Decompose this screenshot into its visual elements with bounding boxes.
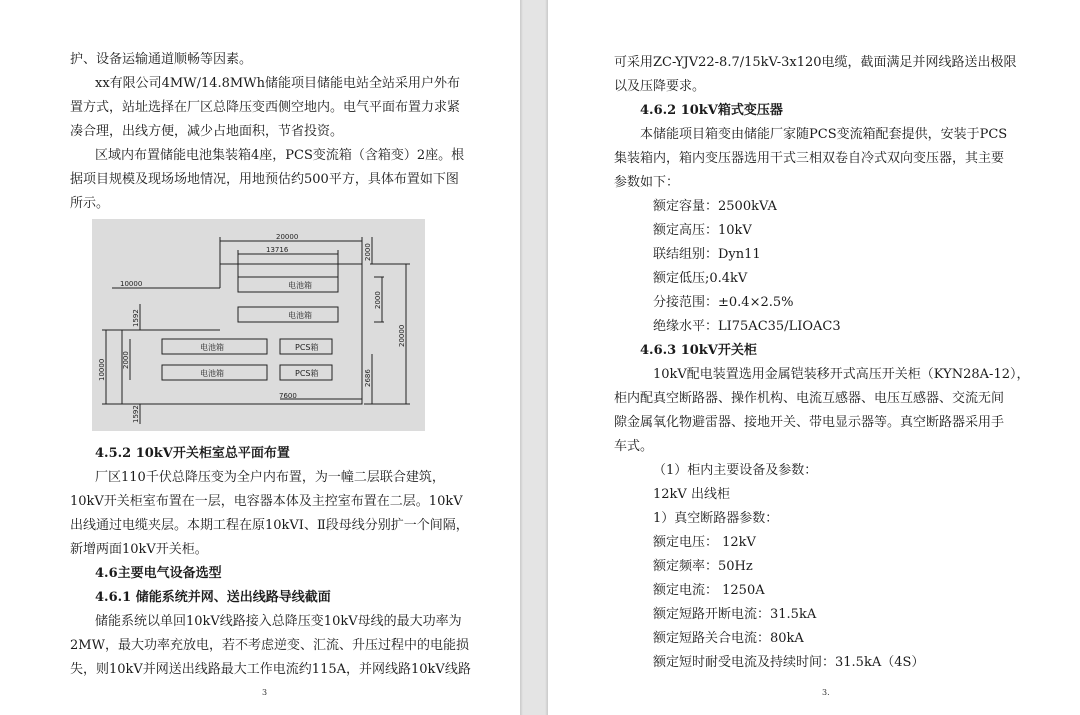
paragraph-line: 厂区110千伏总降压变为全户内布置，为一幢二层联合建筑，: [95, 470, 445, 485]
equipment-item: （1）柜内主要设备及参数：: [653, 463, 818, 478]
right-page: [548, 0, 1080, 715]
paragraph-line: 以及压降要求。: [614, 79, 706, 94]
transformer-param: 额定低压;0.4kV: [653, 271, 748, 286]
section-heading: 4.6.2 10kV箱式变压器: [640, 103, 783, 118]
layout-plan-drawing: [92, 219, 425, 431]
dimension-label: 2686: [364, 369, 372, 387]
paragraph-line: 集装箱内，箱内变压器选用干式三相双卷自冷式双向变压器，其主要: [614, 151, 1005, 166]
paragraph-line: 区域内布置储能电池集装箱4座，PCS变流箱（含箱变）2座。根: [95, 148, 465, 163]
page-number: 3: [262, 688, 268, 697]
equipment-item: 额定短路关合电流：80kA: [653, 631, 804, 646]
paragraph-line: xx有限公司4MW/14.8MWh储能项目储能电站全站采用户外布: [95, 76, 460, 91]
transformer-param: 额定高压：10kV: [653, 223, 752, 238]
equipment-item: 1）真空断路器参数：: [653, 511, 779, 526]
left-page: [0, 0, 520, 715]
dimension-label: 1592: [132, 309, 140, 327]
paragraph-line: 隙金属氧化物避雷器、接地开关、带电显示器等。真空断路器采用手: [614, 415, 1005, 430]
dimension-label: 10000: [98, 358, 106, 381]
page-number: 3.: [822, 688, 830, 697]
paragraph-line: 本储能项目箱变由储能厂家随PCS变流箱配套提供，安装于PCS: [640, 127, 1008, 142]
equipment-item: 12kV 出线柜: [653, 487, 730, 502]
battery-box-label: 电池箱: [200, 369, 224, 378]
paragraph-line: 出线通过电缆夹层。本期工程在原10kVⅠ、Ⅱ段母线分别扩一个间隔，: [70, 518, 469, 533]
dimension-label: 13716: [266, 246, 289, 254]
battery-box-label: 电池箱: [200, 343, 224, 352]
section-heading: 4.5.2 10kV开关柜室总平面布置: [95, 446, 290, 461]
paragraph-line: 据项目规模及现场场地情况，用地预估约500平方，具体布置如下图: [70, 172, 459, 187]
paragraph-line: 护、设备运输通道顺畅等因素。: [70, 52, 253, 67]
transformer-param: 联结组别：Dyn11: [653, 247, 761, 262]
layout-plan-diagram: [92, 219, 425, 431]
equipment-item: 额定频率：50Hz: [653, 559, 753, 574]
paragraph-line: 2MW，最大功率充放电，若不考虑逆变、汇流、升压过程中的电能损: [70, 638, 469, 653]
dimension-label: 10000: [120, 280, 143, 288]
paragraph-line: 失，则10kV并网送出线路最大工作电流约115A，并网线路10kV线路: [70, 662, 471, 677]
section-heading: 4.6.1 储能系统并网、送出线路导线截面: [95, 590, 331, 605]
transformer-param: 绝缘水平：LI75AC35/LIOAC3: [653, 319, 841, 334]
paragraph-line: 参数如下：: [614, 175, 680, 190]
paragraph-line: 车式。: [614, 439, 654, 454]
pcs-box-label: PCS箱: [295, 343, 319, 352]
paragraph-line: 所示。: [70, 196, 110, 211]
paragraph-line: 储能系统以单回10kV线路接入总降压变10kV母线的最大功率为: [95, 614, 462, 629]
page-gutter: [520, 0, 548, 715]
dimension-label: 2000: [122, 351, 130, 369]
paragraph-line: 可采用ZC-YJV22-8.7/15kV-3x120电缆，截面满足并网线路送出极限: [614, 55, 1017, 70]
paragraph-line: 置方式，站址选择在厂区总降压变西侧空地内。电气平面布置力求紧: [70, 100, 461, 115]
dimension-label: 7600: [279, 392, 297, 400]
battery-box-label: 电池箱: [288, 281, 312, 290]
paragraph-line: 10kV配电装置选用金属铠装移开式高压开关柜（KYN28A-12），: [653, 367, 1030, 382]
equipment-item: 额定电流： 1250A: [653, 583, 765, 598]
section-heading: 4.6主要电气设备选型: [95, 566, 222, 581]
paragraph-line: 凑合理，出线方便，减少占地面积，节省投资。: [70, 124, 344, 139]
paragraph-line: 新增两面10kV开关柜。: [70, 542, 208, 557]
transformer-param: 额定容量：2500kVA: [653, 199, 777, 214]
dimension-label: 20000: [276, 233, 299, 241]
dimension-label: 2000: [374, 291, 382, 309]
transformer-param: 分接范围：±0.4×2.5%: [653, 295, 794, 310]
paragraph-line: 柜内配真空断路器、操作机构、电流互感器、电压互感器、交流无间: [614, 391, 1005, 406]
equipment-item: 额定短时耐受电流及持续时间：31.5kA（4S）: [653, 655, 925, 670]
equipment-item: 额定电压： 12kV: [653, 535, 756, 550]
pcs-box-label: PCS箱: [295, 369, 319, 378]
paragraph-line: 10kV开关柜室布置在一层，电容器本体及主控室布置在二层。10kV: [70, 494, 463, 509]
dimension-label: 1592: [132, 405, 140, 423]
dimension-label: 20000: [398, 324, 406, 347]
section-heading: 4.6.3 10kV开关柜: [640, 343, 757, 358]
equipment-item: 额定短路开断电流：31.5kA: [653, 607, 817, 622]
battery-box-label: 电池箱: [288, 311, 312, 320]
dimension-label: 2000: [364, 243, 372, 261]
